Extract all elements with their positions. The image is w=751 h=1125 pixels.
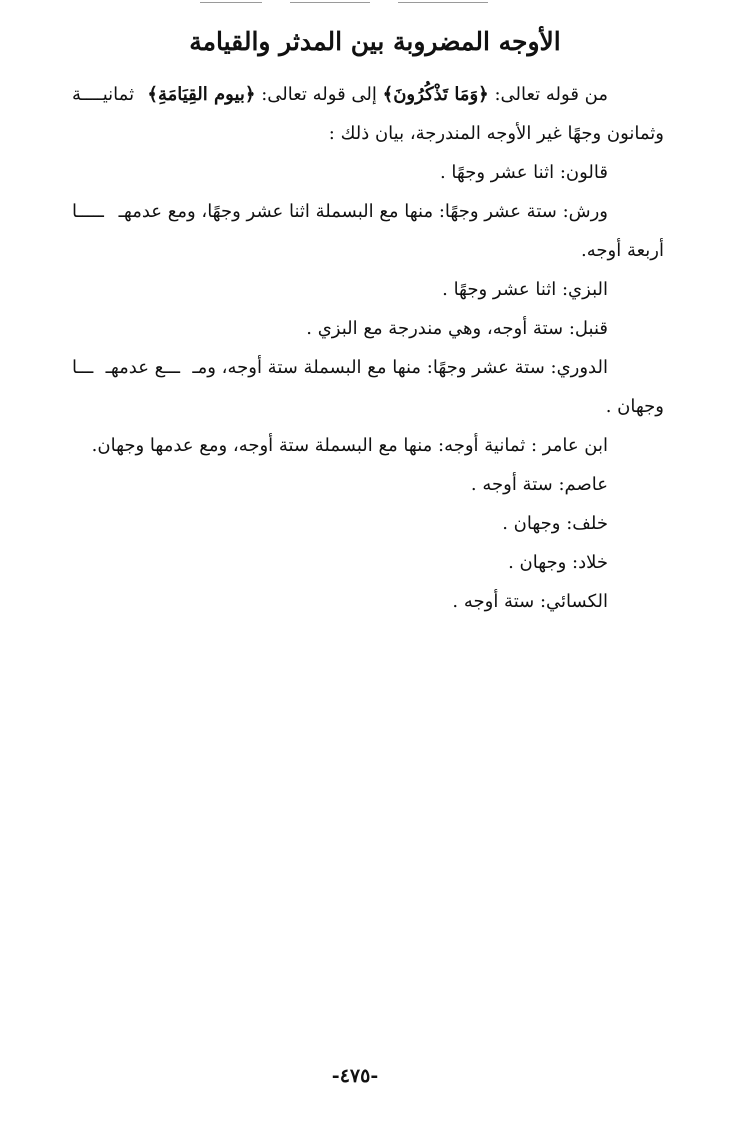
line-warsh-end: أربعة أوجه. <box>581 240 664 261</box>
page-number: -٤٧٥- <box>331 1065 379 1087</box>
warsh-stretch: ـــــا <box>72 201 104 222</box>
middle-text: إلى قوله تعالى: <box>261 84 377 105</box>
line-duri <box>72 348 664 387</box>
page-title: الأوجه المضروبة بين المدثر والقيامة <box>189 27 561 56</box>
line-intro-verses <box>72 75 664 114</box>
intro-text: من قوله تعالى: <box>494 84 608 105</box>
quran-bracket-close: ﴾ <box>382 84 394 105</box>
duri-stretch: ـــا <box>72 357 94 378</box>
line-duri-end: وجهان . <box>605 396 664 417</box>
top-rule-right <box>398 2 488 3</box>
quran-bracket-open: ﴿ <box>478 84 489 105</box>
top-rule-center <box>290 2 370 3</box>
top-rules <box>0 0 751 6</box>
top-rule-left <box>200 2 262 3</box>
line-bazzi: البزي: اثنا عشر وجهًا . <box>442 279 608 300</box>
line-asim: عاصم: ستة أوجه . <box>470 474 608 495</box>
line1-end-text: ثمانيــــة <box>72 84 135 105</box>
line-warsh <box>72 192 664 231</box>
duri-text: الدوري: ستة عشر وجهًا: منها مع البسملة ستة أوجه، ومـ <box>192 357 608 378</box>
duri-mid: ـــع عدمهـ <box>105 357 181 378</box>
quran-verse-1: وَمَا تَذْكُرُونَ <box>393 84 479 105</box>
line-qunbul: قنبل: ستة أوجه، وهي مندرجة مع البزي . <box>306 318 608 339</box>
line-ibn-amir: ابن عامر : ثمانية أوجه: منها مع البسملة ستة أوجه، ومع عدمها وجهان. <box>91 435 608 456</box>
quran-verse-2: بيوم القِيَامَةِ <box>157 84 245 105</box>
line-continuation: وثمانون وجهًا غير الأوجه المندرجة، بيان ذلك : <box>328 123 664 144</box>
line-khalaf: خلف: وجهان . <box>502 513 608 534</box>
warsh-text: ورش: ستة عشر وجهًا: منها مع البسملة اثنا عشر وجهًا، ومع عدمهـ <box>118 201 608 222</box>
quran-bracket-close-2: ﴾ <box>147 84 158 105</box>
quran-bracket-open-2: ﴿ <box>244 84 256 105</box>
page-body <box>72 75 664 621</box>
line-qalun: قالون: اثنا عشر وجهًا . <box>439 162 608 183</box>
line-khallad: خلاد: وجهان . <box>508 552 608 573</box>
line-kisai: الكسائي: ستة أوجه . <box>452 591 608 612</box>
